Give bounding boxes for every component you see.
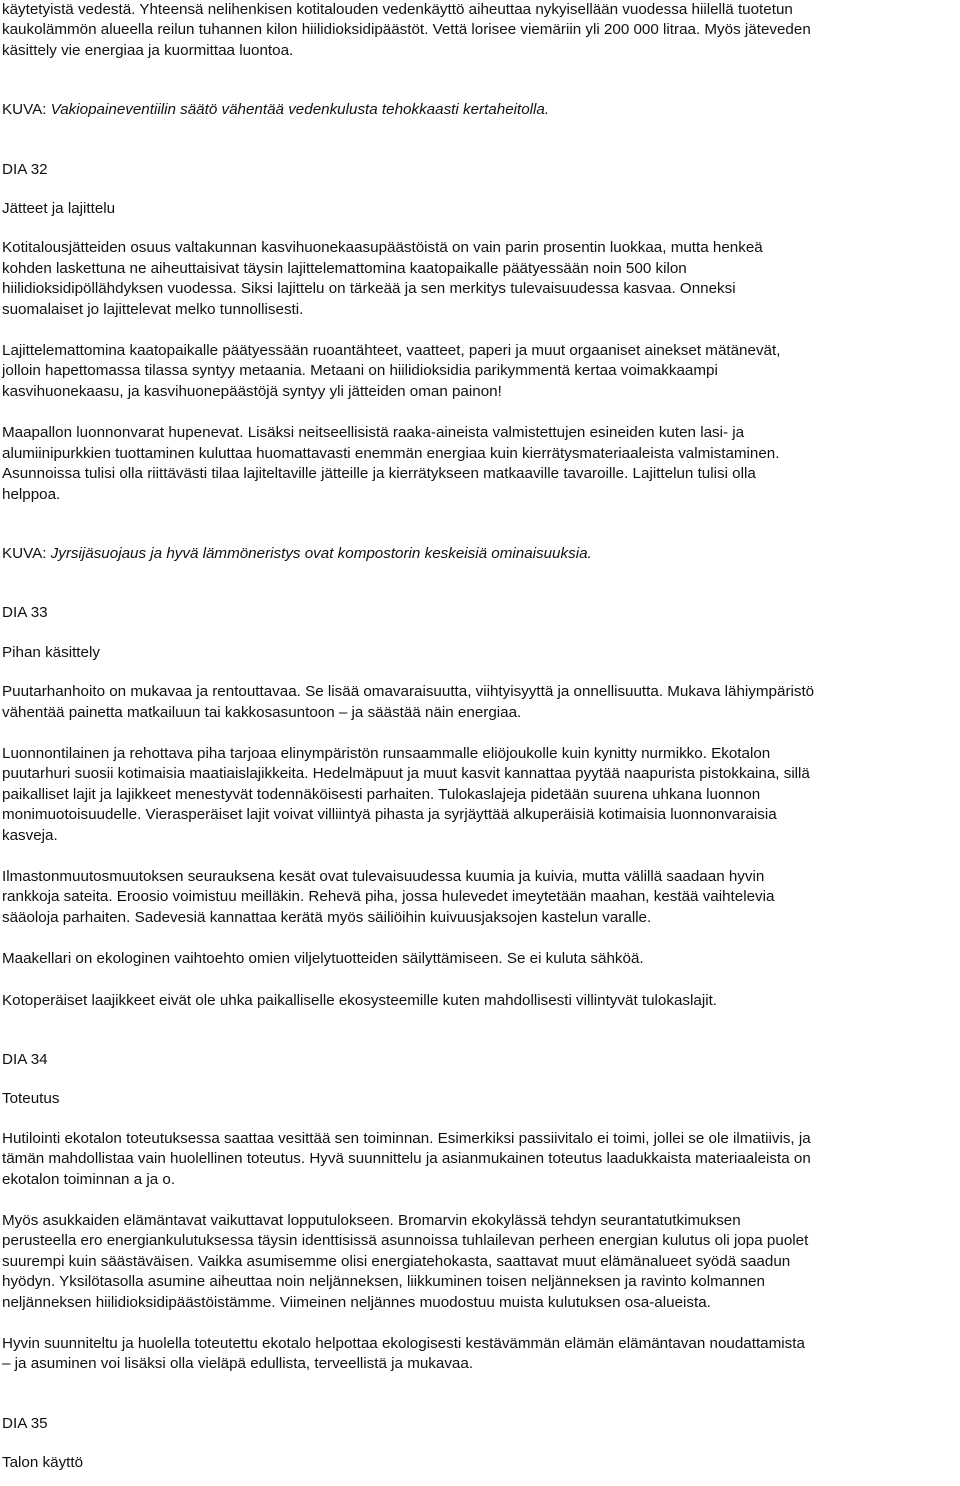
text-line: Hutilointi ekotalon toteutuksessa saattaa vesittää sen toiminnan. Esimerkiksi passiivitalo ei toimi, jollei se ole ilmatiivis, ja — [2, 1129, 811, 1147]
slide-number: DIA 33 — [2, 604, 48, 622]
text-line: Lajittelemattomina kaatopaikalle päätyessään ruoantähteet, vaatteet, paperi ja muut orgaaniset ainekset mätänevät, — [2, 342, 781, 360]
slide-number: DIA 34 — [2, 1051, 48, 1068]
text-line: paikalliset lajit ja lajikkeet menestyvät todennäköisesti parhaiten. Tulokaslajeja pidetään suurena uhkana luonnon — [2, 785, 761, 803]
text-line: käytetyistä vedestä. Yhteensä nelihenkisen kotitalouden vedenkäyttö aiheuttaa nykyisellään vuodessa hiilellä tuotetun — [2, 1, 793, 18]
text-line: Asunnoissa tulisi olla riittävästi tilaa lajiteltaville jätteille ja kierrätykseen matkaaville tavaroille. Lajittelun tulisi olla — [2, 465, 756, 483]
text-line: Puutarhanhoito on mukavaa ja rentouttavaa. Se lisää omavaraisuutta, viihtyisyyttä ja onnellisuutta. Mukava lähiympäristö — [2, 683, 815, 701]
paragraph — [2, 1129, 942, 1190]
text-line: suomalaiset jo lajittelevat melko tunnollisesti. — [2, 300, 304, 318]
text-line: sääoloja parhaiten. Sadevesiä kannattaa kerätä myös säiliöihin kuivuusjaksojen kastelun varalle. — [2, 908, 652, 926]
text-line: suurempi kuin säästäväisen. Vaikka asumisemme olisi energiatehokasta, saattavat muut elämänalueet syödä saadun — [2, 1252, 791, 1270]
text-line: ekotalon toiminnan a ja o. — [2, 1170, 176, 1188]
text-line: Luonnontilainen ja rehottava piha tarjoaa elinympäristön runsaammalle eliöjoukolle kuin kynitty nurmikko. Ekotalon — [2, 744, 771, 762]
text-line: monimuotoisuudelle. Vierasperäiset lajit voivat villiintyä pihasta ja syrjäyttää alkuperäisiä kotimaisia luonnonvaraisia — [2, 806, 777, 824]
caption-prefix: KUVA: — [2, 544, 51, 562]
paragraph: Maakellari on ekologinen vaihtoehto omien viljelytuotteiden säilyttämiseen. Se ei kuluta sähköä. — [2, 950, 644, 968]
paragraph — [2, 744, 942, 846]
caption-prefix: KUVA: — [2, 101, 51, 119]
text-line: käsittely vie energiaa ja kuormittaa luontoa. — [2, 41, 294, 59]
section-title: Talon käyttö — [2, 1454, 84, 1472]
text-line: helppoa. — [2, 485, 61, 503]
caption-text: Jyrsijäsuojaus ja hyvä lämmöneristys ovat kompostorin keskeisiä ominaisuuksia. — [50, 544, 592, 562]
text-line: jolloin hapettomassa tilassa syntyy metaania. Metaani on hiilidioksidia parikymmentä kertaa voimakkaampi — [2, 362, 718, 380]
text-line: rankkoja sateita. Eroosio voimistuu meilläkin. Rehevä piha, jossa hulevedet imeytetään maahan, kestää vaihtelevia — [2, 888, 775, 906]
image-caption — [2, 544, 942, 564]
paragraph — [2, 341, 942, 402]
text-line: Ilmastonmuutosmuutoksen seurauksena kesät ovat tulevaisuudessa kuumia ja kuivia, mutta välillä saadaan hyvin — [2, 867, 765, 885]
text-line: Myös asukkaiden elämäntavat vaikuttavat lopputulokseen. Bromarvin ekokylässä tehdyn seurantatutkimuksen — [2, 1212, 741, 1230]
paragraph: Kotoperäiset laajikkeet eivät ole uhka paikalliselle ekosysteemille kuten mahdollisesti villintyvät tulokaslajit. — [2, 991, 718, 1009]
paragraph — [2, 238, 942, 320]
text-line: puutarhuri suosii kotimaisia maatiaislajikkeita. Hedelmäpuut ja muut kasvit kannattaa pyytää naapurista pistokkaina, sillä — [2, 765, 810, 783]
text-line: Kotitalousjätteiden osuus valtakunnan kasvihuonekaasupäästöistä on vain parin prosentin luokkaa, mutta henkeä — [2, 239, 763, 257]
text-line: perusteella ero energiankulutuksessa täysin identtisissä asunnoissa tuhlailevan perheen energian kulutus oli jopa puolet — [2, 1232, 809, 1250]
paragraph — [2, 867, 942, 928]
text-line: kasveja. — [2, 826, 58, 844]
section-title: Pihan käsittely — [2, 643, 100, 661]
text-line: tämän mahdollistaa vain huolellinen toteutus. Hyvä suunnittelu ja asianmukainen toteutus laadukkaista materiaaleista on — [2, 1150, 811, 1168]
section-title: Jätteet ja lajittelu — [2, 200, 116, 218]
text-line: vähentää painetta matkailuun tai kakkosasuntoon – ja säästää näin energiaa. — [2, 703, 522, 721]
text-line: alumiinipurkkien tuottaminen kuluttaa huomattavasti enemmän energiaa kuin kierrätysmateriaaleista valmistaminen. — [2, 444, 780, 462]
paragraph — [2, 1211, 942, 1313]
intro-paragraph — [2, 0, 942, 61]
slide-number: DIA 35 — [2, 1414, 48, 1432]
caption-text: Vakiopaineventiilin säätö vähentää vedenkulusta tehokkaasti kertaheitolla. — [50, 101, 550, 119]
image-caption — [2, 100, 942, 120]
text-line: hyödyn. Yksilötasolla asumine aiheuttaa noin neljänneksen, liikkuminen toisen neljänneksen ja ravinto kolmannen — [2, 1273, 765, 1291]
slide-number: DIA 32 — [2, 160, 48, 178]
text-line: kohden laskettuna ne aiheuttaisivat täysin lajittelemattomina kaatopaikalle päätyessään noin 500 kilon — [2, 259, 687, 277]
text-line: kaukolämmön alueella reilun tuhannen kilon hiilidioksidipäästöt. Vettä lorisee viemäriin yli 200 000 litraa. Myös jäteveden — [2, 21, 811, 39]
text-line: hiilidioksidipöllähdyksen vuodessa. Siksi lajittelu on tärkeää ja sen merkitys tulevaisuudessa kasvaa. Onneksi — [2, 280, 736, 298]
paragraph — [2, 1334, 942, 1375]
text-line: neljänneksen hiilidioksidipäästöistämme. Viimeinen neljännes muodostuu muista kulutuksen osa-alueista. — [2, 1293, 711, 1311]
text-line: Hyvin suunniteltu ja huolella toteutettu ekotalo helpottaa ekologisesti kestävämmän elämän elämäntavan noudattamista — [2, 1335, 805, 1353]
paragraph — [2, 423, 942, 505]
paragraph — [2, 682, 942, 723]
text-line: Maapallon luonnonvarat hupenevat. Lisäksi neitseellisistä raaka-aineista valmistettujen esineiden kuten lasi- ja — [2, 424, 745, 442]
section-title: Toteutus — [2, 1090, 60, 1108]
text-line: – ja asuminen voi lisäksi olla vieläpä edullista, terveellistä ja mukavaa. — [2, 1355, 474, 1373]
text-line: kasvihuonekaasu, ja kasvihuonepäästöjä syntyy yli jätteiden oman painon! — [2, 382, 502, 400]
